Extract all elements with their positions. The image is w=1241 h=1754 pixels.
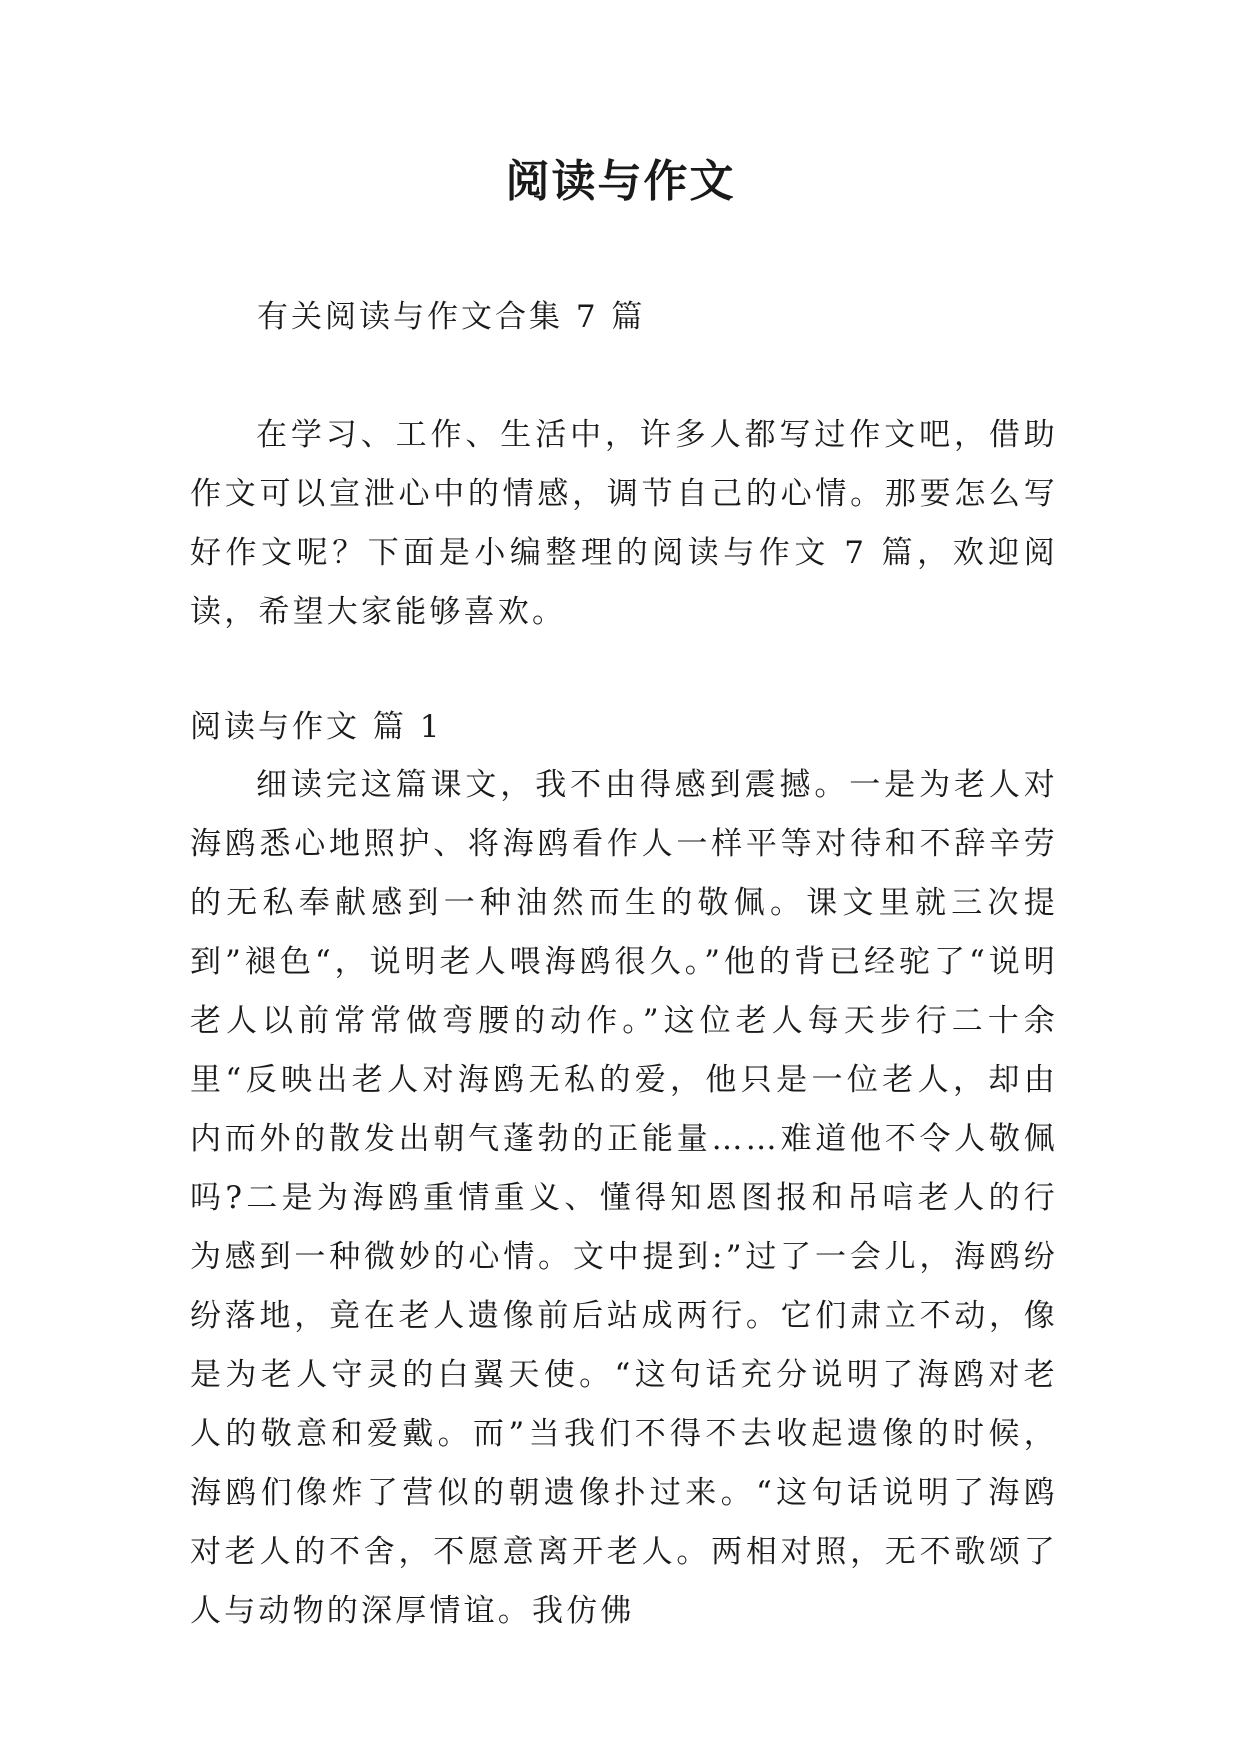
intro-paragraph: 在学习、工作、生活中，许多人都写过作文吧，借助作文可以宣泄心中的情感，调节自己的心情。那要怎么写好作文呢？下面是小编整理的阅读与作文 7 篇，欢迎阅读，希望大家能够喜欢。: [190, 417, 1058, 630]
section-body-paragraph: 细读完这篇课文，我不由得感到震撼。一是为老人对海鸥悉心地照护、将海鸥看作人一样平等对待和不辞辛劳的无私奉献感到一种油然而生的敬佩。课文里就三次提到”褪色“，说明老人喂海鸥很久。”他的背已经驼了“说明老人以前常常做弯腰的动作。”这位老人每天步行二十余里“反映出老人对海鸥无私的爱，他只是一位老人，却由内而外的散发出朝气蓬勃的正能量……难道他不令人敬佩吗?二是为海鸥重情重义、懂得知恩图报和吊唁老人的行为感到一种微妙的心情。文中提到:”过了一会儿，海鸥纷纷落地，竟在老人遗像前后站成两行。它们肃立不动，像是为老人守灵的白翼天使。“这句话充分说明了海鸥对老人的敬意和爱戴。而”当我们不得不去收起遗像的时候，海鸥们像炸了营似的朝遗像扑过来。“这句话说明了海鸥对老人的不舍，不愿意离开老人。两相对照，无不歌颂了人与动物的深厚情谊。我仿佛: [190, 767, 1058, 1629]
section-heading: 阅读与作文 篇 1: [190, 709, 443, 745]
document-subtitle: 有关阅读与作文合集 7 篇: [257, 299, 646, 335]
document-title: 阅读与作文: [505, 156, 736, 207]
